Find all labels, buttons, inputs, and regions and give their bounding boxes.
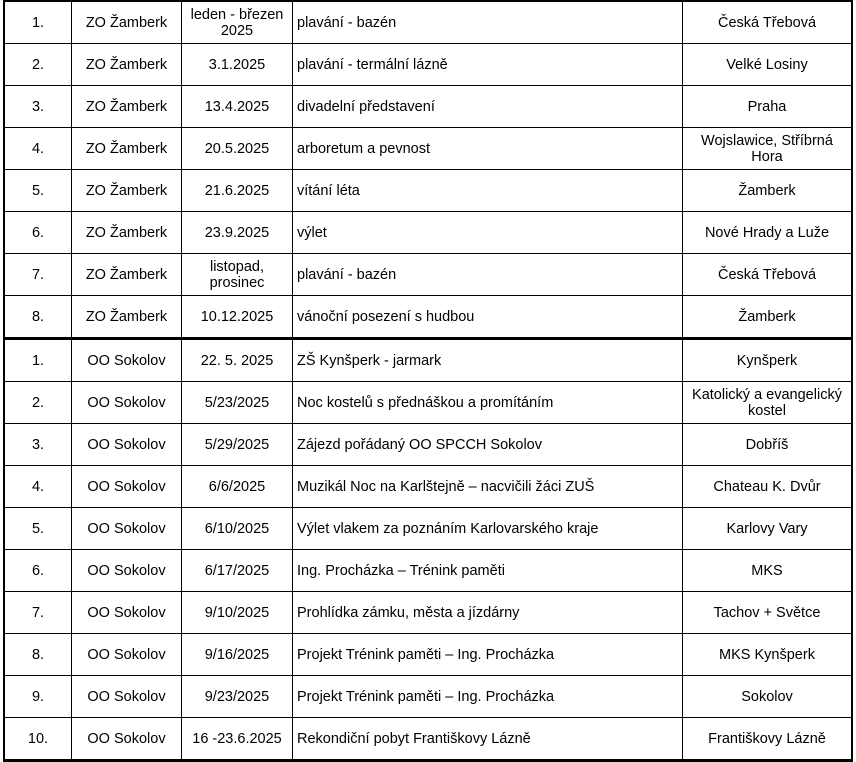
description-cell: vánoční posezení s hudbou	[293, 296, 683, 339]
date-cell: 23.9.2025	[182, 212, 293, 254]
description-cell: Ing. Procházka – Trénink paměti	[293, 550, 683, 592]
date-cell: 10.12.2025	[182, 296, 293, 339]
organization-cell: OO Sokolov	[72, 718, 182, 761]
table-row	[4, 550, 852, 592]
organization-cell: ZO Žamberk	[72, 254, 182, 296]
table-row	[4, 254, 852, 296]
row-number-cell: 2.	[4, 44, 72, 86]
table-row	[4, 592, 852, 634]
organization-cell: ZO Žamberk	[72, 128, 182, 170]
location-cell: MKS	[683, 550, 853, 592]
organization-cell: OO Sokolov	[72, 592, 182, 634]
row-number-cell: 5.	[4, 508, 72, 550]
description-cell: Projekt Trénink paměti – Ing. Procházka	[293, 634, 683, 676]
table-row	[4, 212, 852, 254]
row-number-cell: 1.	[4, 339, 72, 382]
organization-cell: OO Sokolov	[72, 382, 182, 424]
date-cell: 22. 5. 2025	[182, 339, 293, 382]
date-cell: 5/23/2025	[182, 382, 293, 424]
description-cell: Noc kostelů s přednáškou a promítáním	[293, 382, 683, 424]
date-cell: 9/16/2025	[182, 634, 293, 676]
table-row	[4, 466, 852, 508]
date-cell: 16 -23.6.2025	[182, 718, 293, 761]
description-cell: divadelní představení	[293, 86, 683, 128]
location-cell: Františkovy Lázně	[683, 718, 853, 761]
date-cell: 9/23/2025	[182, 676, 293, 718]
row-number-cell: 3.	[4, 86, 72, 128]
row-number-cell: 10.	[4, 718, 72, 761]
row-number-cell: 5.	[4, 170, 72, 212]
row-number-cell: 8.	[4, 296, 72, 339]
table-row	[4, 170, 852, 212]
date-cell: 6/10/2025	[182, 508, 293, 550]
organization-cell: ZO Žamberk	[72, 212, 182, 254]
date-cell: 3.1.2025	[182, 44, 293, 86]
location-cell: Sokolov	[683, 676, 853, 718]
location-cell: Chateau K. Dvůr	[683, 466, 853, 508]
row-number-cell: 8.	[4, 634, 72, 676]
organization-cell: OO Sokolov	[72, 466, 182, 508]
row-number-cell: 2.	[4, 382, 72, 424]
location-cell: Karlovy Vary	[683, 508, 853, 550]
description-cell: Zájezd pořádaný OO SPCCH Sokolov	[293, 424, 683, 466]
location-cell: Katolický a evangelický kostel	[683, 382, 853, 424]
location-cell: Žamberk	[683, 170, 853, 212]
description-cell: Muzikál Noc na Karlštejně – nacvičili žáci ZUŠ	[293, 466, 683, 508]
date-cell: 21.6.2025	[182, 170, 293, 212]
description-cell: ZŠ Kynšperk - jarmark	[293, 339, 683, 382]
row-number-cell: 1.	[4, 1, 72, 44]
description-cell: vítání léta	[293, 170, 683, 212]
row-number-cell: 3.	[4, 424, 72, 466]
date-cell: 13.4.2025	[182, 86, 293, 128]
table-row	[4, 424, 852, 466]
location-cell: Žamberk	[683, 296, 853, 339]
table-row	[4, 339, 852, 382]
date-cell: 5/29/2025	[182, 424, 293, 466]
description-cell: plavání - termální lázně	[293, 44, 683, 86]
table-row	[4, 128, 852, 170]
location-cell: Wojslawice, Stříbrná Hora	[683, 128, 853, 170]
date-cell: 6/6/2025	[182, 466, 293, 508]
location-cell: Česká Třebová	[683, 254, 853, 296]
table-row	[4, 86, 852, 128]
events-table	[3, 0, 853, 762]
row-number-cell: 6.	[4, 212, 72, 254]
row-number-cell: 4.	[4, 466, 72, 508]
table-row	[4, 718, 852, 761]
description-cell: plavání - bazén	[293, 254, 683, 296]
description-cell: Prohlídka zámku, města a jízdárny	[293, 592, 683, 634]
location-cell: Tachov + Světce	[683, 592, 853, 634]
table-row	[4, 382, 852, 424]
date-cell: listopad, prosinec	[182, 254, 293, 296]
events-table-body	[4, 1, 852, 761]
location-cell: Nové Hrady a Luže	[683, 212, 853, 254]
table-row	[4, 296, 852, 339]
row-number-cell: 9.	[4, 676, 72, 718]
location-cell: Praha	[683, 86, 853, 128]
organization-cell: ZO Žamberk	[72, 44, 182, 86]
table-row	[4, 44, 852, 86]
table-row	[4, 1, 852, 44]
date-cell: 9/10/2025	[182, 592, 293, 634]
organization-cell: OO Sokolov	[72, 508, 182, 550]
description-cell: Rekondiční pobyt Františkovy Lázně	[293, 718, 683, 761]
description-cell: Projekt Trénink paměti – Ing. Procházka	[293, 676, 683, 718]
table-row	[4, 676, 852, 718]
description-cell: Výlet vlakem za poznáním Karlovarského kraje	[293, 508, 683, 550]
row-number-cell: 6.	[4, 550, 72, 592]
organization-cell: OO Sokolov	[72, 634, 182, 676]
table-row	[4, 634, 852, 676]
organization-cell: ZO Žamberk	[72, 86, 182, 128]
table-row	[4, 508, 852, 550]
location-cell: MKS Kynšperk	[683, 634, 853, 676]
location-cell: Česká Třebová	[683, 1, 853, 44]
description-cell: výlet	[293, 212, 683, 254]
organization-cell: ZO Žamberk	[72, 296, 182, 339]
location-cell: Dobříš	[683, 424, 853, 466]
date-cell: 20.5.2025	[182, 128, 293, 170]
row-number-cell: 4.	[4, 128, 72, 170]
date-cell: leden - březen 2025	[182, 1, 293, 44]
description-cell: plavání - bazén	[293, 1, 683, 44]
organization-cell: OO Sokolov	[72, 676, 182, 718]
row-number-cell: 7.	[4, 592, 72, 634]
organization-cell: OO Sokolov	[72, 550, 182, 592]
description-cell: arboretum a pevnost	[293, 128, 683, 170]
organization-cell: OO Sokolov	[72, 339, 182, 382]
organization-cell: OO Sokolov	[72, 424, 182, 466]
date-cell: 6/17/2025	[182, 550, 293, 592]
row-number-cell: 7.	[4, 254, 72, 296]
organization-cell: ZO Žamberk	[72, 170, 182, 212]
location-cell: Velké Losiny	[683, 44, 853, 86]
location-cell: Kynšperk	[683, 339, 853, 382]
organization-cell: ZO Žamberk	[72, 1, 182, 44]
